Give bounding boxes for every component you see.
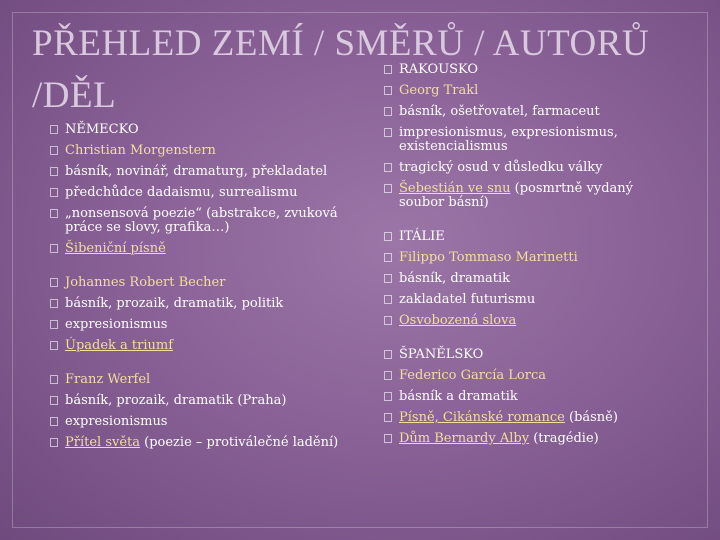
bullet-icon (50, 396, 58, 405)
list-item (384, 369, 659, 383)
list-item (384, 126, 659, 154)
bullet-icon (384, 413, 392, 422)
bullet-icon (50, 375, 58, 384)
list-item (384, 348, 659, 362)
bullet-icon (384, 163, 392, 172)
list-item (50, 186, 360, 200)
author-note: předchůdce dadaismu, surrealismu (65, 185, 298, 200)
bullet-icon (50, 299, 58, 308)
author-note: tragický osud v důsledku války (399, 160, 603, 175)
bullet-icon (384, 274, 392, 283)
bullet-icon (50, 244, 58, 253)
bullet-icon (50, 278, 58, 287)
werfel-group (50, 373, 360, 450)
list-item (384, 314, 659, 328)
list-item (50, 436, 360, 450)
bullet-icon (384, 128, 392, 137)
list-item (50, 415, 360, 429)
author-role: básník, prozaik, dramatik, politik (65, 296, 284, 311)
author-role: básník, prozaik, dramatik (Praha) (65, 393, 287, 408)
work-note: (posmrtně vydaný soubor básní) (399, 181, 633, 210)
work-link[interactable]: Úpadek a triumf (65, 338, 174, 353)
list-item (384, 182, 659, 210)
italy-group (384, 230, 659, 328)
bullet-icon (50, 146, 58, 155)
bullet-icon (50, 125, 58, 134)
author-name: Filippo Tommaso Marinetti (399, 250, 578, 265)
bullet-icon (50, 438, 58, 447)
right-column (384, 63, 659, 466)
list-item (50, 339, 360, 353)
bullet-icon (50, 417, 58, 426)
work-link[interactable]: Šibeniční písně (65, 241, 166, 256)
spain-group (384, 348, 659, 446)
bullet-icon (384, 184, 392, 193)
austria-group (384, 63, 659, 210)
list-item (384, 390, 659, 404)
country-label: ITÁLIE (399, 229, 445, 244)
work-link[interactable]: Osvobozená slova (399, 313, 517, 328)
list-item (384, 105, 659, 119)
author-name: Georg Trakl (399, 83, 479, 98)
author-name: Johannes Robert Becher (65, 275, 226, 290)
list-item (50, 318, 360, 332)
author-name: Christian Morgenstern (65, 143, 216, 158)
list-item (50, 144, 360, 158)
author-role: básník, ošetřovatel, farmaceut (399, 104, 600, 119)
country-label: RAKOUSKO (399, 62, 479, 77)
work-note: (poezie – protiválečné ladění) (140, 435, 339, 450)
title-line-1: PŘEHLED ZEMÍ / SMĚRŮ / AUTORŮ (32, 23, 650, 64)
list-item (384, 84, 659, 98)
list-item (50, 242, 360, 256)
work-link[interactable]: Šebestián ve snu (399, 181, 511, 196)
bullet-icon (50, 167, 58, 176)
country-label: ŠPANĚLSKO (399, 347, 484, 362)
author-role: básník, novinář, dramaturg, překladatel (65, 164, 328, 179)
bullet-icon (50, 320, 58, 329)
author-name: Franz Werfel (65, 372, 151, 387)
author-role: básník, dramatik (399, 271, 511, 286)
left-column (50, 123, 360, 470)
list-item (384, 432, 659, 446)
list-item (50, 297, 360, 311)
bullet-icon (384, 295, 392, 304)
bullet-icon (384, 371, 392, 380)
author-name: Federico García Lorca (399, 368, 547, 383)
bullet-icon (384, 350, 392, 359)
list-item (384, 411, 659, 425)
country-label: NĚMECKO (65, 122, 139, 137)
bullet-icon (50, 209, 58, 218)
bullet-icon (50, 341, 58, 350)
work-link[interactable]: Dům Bernardy Alby (399, 431, 530, 446)
list-item (50, 276, 360, 290)
author-role: básník a dramatik (399, 389, 518, 404)
list-item (384, 63, 659, 77)
list-item (50, 207, 360, 235)
title-line-2: /DĚL (32, 75, 117, 116)
list-item (50, 394, 360, 408)
bullet-icon (384, 86, 392, 95)
work-link[interactable]: Písně, Cikánské romance (399, 410, 565, 425)
bullet-icon (384, 253, 392, 262)
becher-group (50, 276, 360, 353)
list-item (50, 123, 360, 137)
author-note: zakladatel futurismu (399, 292, 536, 307)
author-style: impresionismus, expresionismus, existencialismus (399, 125, 618, 154)
list-item (50, 165, 360, 179)
bullet-icon (384, 392, 392, 401)
work-note: (básně) (564, 410, 618, 425)
work-note: (tragédie) (529, 431, 599, 446)
bullet-icon (50, 188, 58, 197)
list-item (50, 373, 360, 387)
bullet-icon (384, 434, 392, 443)
work-link[interactable]: Přítel světa (65, 435, 141, 450)
list-item (384, 230, 659, 244)
author-style: expresionismus (65, 414, 168, 429)
author-note: „nonsensová poezie“ (abstrakce, zvuková práce se slovy, grafika…) (65, 206, 338, 235)
list-item (384, 293, 659, 307)
list-item (384, 272, 659, 286)
list-item (384, 161, 659, 175)
bullet-icon (384, 65, 392, 74)
germany-morgenstern-group (50, 123, 360, 256)
bullet-icon (384, 107, 392, 116)
author-style: expresionismus (65, 317, 168, 332)
list-item (384, 251, 659, 265)
bullet-icon (384, 316, 392, 325)
bullet-icon (384, 232, 392, 241)
